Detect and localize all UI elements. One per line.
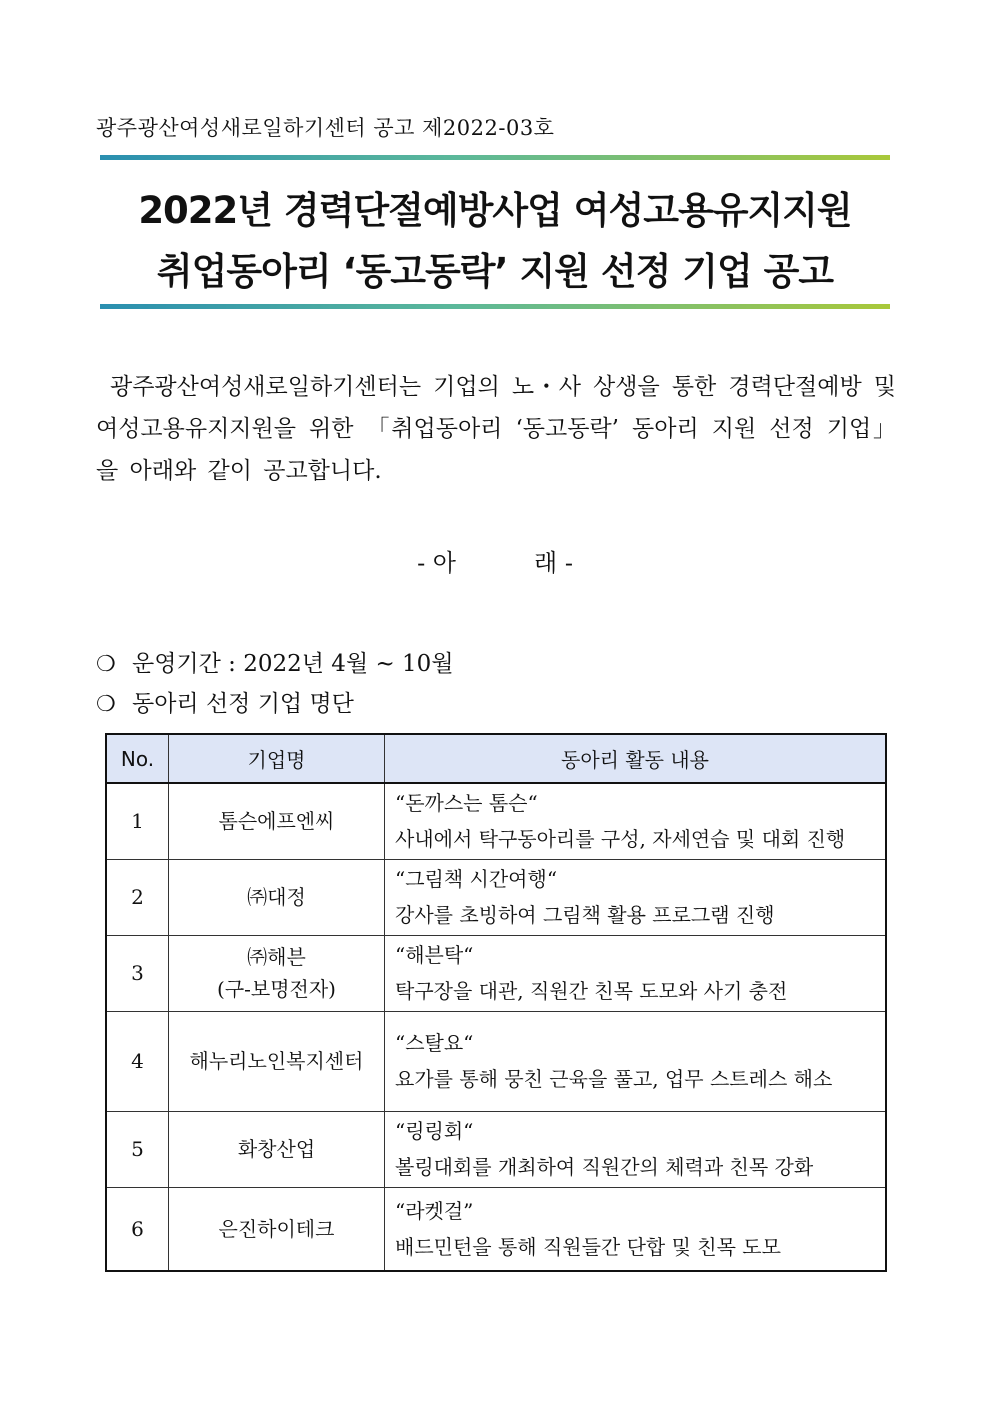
header-activity: 동아리 활동 내용 — [385, 734, 887, 783]
activity-desc: 강사를 초빙하여 그림책 활용 프로그램 진행 — [395, 903, 775, 927]
bullet-period-text: 운영기간 : 2022년 4월 ~ 10월 — [132, 651, 454, 677]
table-row — [106, 859, 886, 935]
section-heading-right: 래 - — [534, 549, 573, 577]
header-company: 기업명 — [169, 734, 385, 783]
row-activity — [385, 1111, 887, 1187]
table-row — [106, 1011, 886, 1111]
row-company — [169, 1111, 385, 1187]
row-no: 4 — [106, 1011, 169, 1111]
title-top-rule — [100, 155, 890, 160]
row-company — [169, 783, 385, 859]
club-name: “해븐탁“ — [395, 943, 474, 967]
row-company — [169, 1187, 385, 1271]
bullet-period — [96, 645, 454, 678]
row-activity — [385, 1011, 887, 1111]
row-activity — [385, 783, 887, 859]
row-company — [169, 935, 385, 1011]
row-activity — [385, 859, 887, 935]
row-company — [169, 1011, 385, 1111]
bullet-firm-list-text: 동아리 선정 기업 명단 — [132, 691, 354, 717]
table-row — [106, 1111, 886, 1187]
company-name: ㈜대정 — [247, 885, 306, 909]
section-heading-left: - 아 — [417, 549, 456, 577]
club-name: “스탈요“ — [395, 1031, 474, 1055]
notice-number: 광주광산여성새로일하기센터 공고 제2022-03호 — [96, 116, 555, 140]
title-line-1: 2022년 경력단절예방사업 여성고용유지지원 — [138, 189, 852, 232]
company-name: 톰슨에프엔씨 — [218, 809, 335, 834]
club-name: “그림책 시간여행“ — [395, 867, 558, 891]
row-no: 3 — [106, 935, 169, 1011]
bullet-firm-list — [96, 685, 354, 718]
company-name: ㈜해븐 — [247, 945, 306, 969]
title-bottom-rule — [100, 304, 890, 309]
row-company — [169, 859, 385, 935]
row-no: 6 — [106, 1187, 169, 1271]
firm-table — [105, 733, 887, 1272]
activity-desc: 사내에서 탁구동아리를 구성, 자세연습 및 대회 진행 — [395, 827, 846, 852]
club-name: “돈까스는 톰슨“ — [395, 791, 538, 816]
title-line-2: 취업동아리 ‘동고동락’ 지원 선정 기업 공고 — [156, 250, 834, 293]
section-heading — [100, 543, 890, 578]
activity-desc: 볼링대회를 개최하여 직원간의 체력과 친목 강화 — [395, 1155, 814, 1179]
activity-desc: 요가를 통해 뭉친 근육을 풀고, 업무 스트레스 해소 — [395, 1067, 833, 1091]
club-name: “라켓걸” — [395, 1198, 474, 1223]
table-row — [106, 783, 886, 859]
club-name: “링링회“ — [395, 1119, 474, 1143]
company-name: 해누리노인복지센터 — [189, 1049, 364, 1073]
circle-bullet-icon: ❍ — [96, 652, 116, 677]
activity-desc: 배드민턴을 통해 직원들간 단합 및 친목 도모 — [395, 1234, 781, 1259]
body-paragraph-text: 광주광산여성새로일하기센터는 기업의 노・사 상생을 통한 경력단절예방 및 여성고용유지지원을 위한 「취업동아리 ‘동고동락’ 동아리 지원 선정 기업」을 아래와 같이 공고합니다. — [96, 374, 896, 484]
row-activity — [385, 935, 887, 1011]
table-row — [106, 935, 886, 1011]
row-no: 5 — [106, 1111, 169, 1187]
header-no: No. — [106, 734, 169, 783]
table-header-row — [106, 734, 886, 783]
table-row — [106, 1187, 886, 1271]
activity-desc: 탁구장을 대관, 직원간 친목 도모와 사기 충전 — [395, 979, 788, 1003]
company-name: 화창산업 — [237, 1137, 316, 1161]
body-paragraph — [96, 366, 896, 492]
row-no: 1 — [106, 783, 169, 859]
company-former-name: (구-보명전자) — [217, 977, 336, 1001]
row-activity — [385, 1187, 887, 1271]
company-name: 은진하이테크 — [218, 1216, 335, 1241]
row-no: 2 — [106, 859, 169, 935]
circle-bullet-icon: ❍ — [96, 692, 116, 717]
